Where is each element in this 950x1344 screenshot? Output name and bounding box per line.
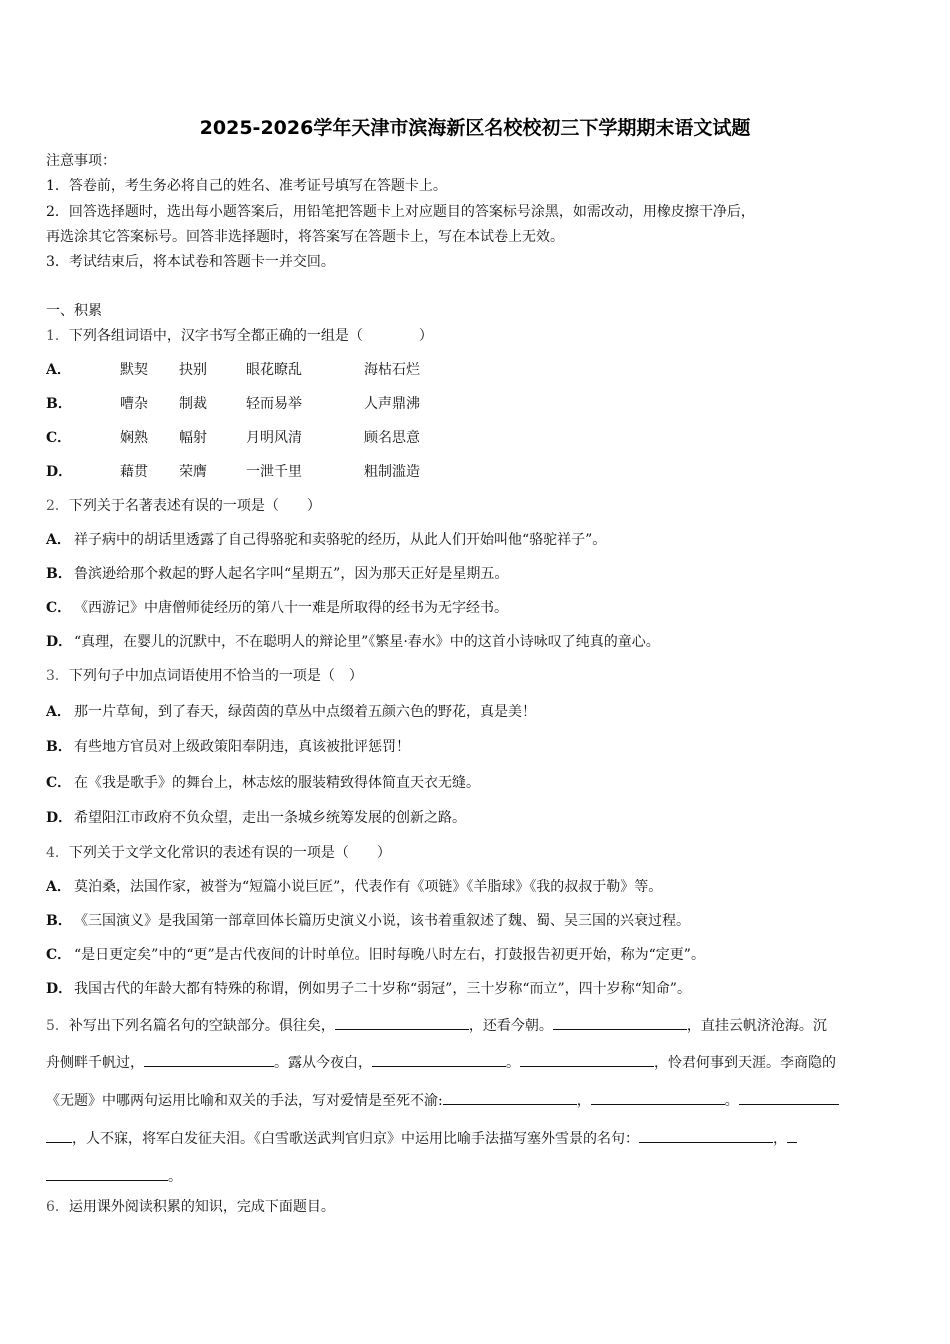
option-word: 娴熟 xyxy=(120,430,148,446)
option-label: B． xyxy=(46,566,72,582)
question-4 xyxy=(46,844,391,862)
question-number: 1． xyxy=(46,328,69,344)
q2-option-b xyxy=(46,565,508,583)
question-text: 舟侧畔千帆过， xyxy=(46,1055,144,1071)
question-number: 2． xyxy=(46,498,69,514)
option-word: 粗制滥造 xyxy=(364,464,420,480)
question-text: ， xyxy=(773,1131,787,1147)
option-label: D． xyxy=(46,634,73,650)
q2-option-c xyxy=(46,599,508,617)
q1-option-a xyxy=(46,361,906,379)
option-word: 幅射 xyxy=(179,430,207,446)
question-text: ，还看今朝。 xyxy=(468,1018,553,1034)
q2-option-a xyxy=(46,531,606,549)
page-title: 2025-2026学年天津市滨海新区名校校初三下学期期末语文试题 xyxy=(199,117,751,139)
notice-item: 2．回答选择题时，选出每小题答案后，用铅笔把答题卡上对应题目的答案标号涂黑，如需改动，用橡皮擦干净后， xyxy=(46,204,755,220)
answer-blank[interactable] xyxy=(553,1015,687,1030)
option-label: B． xyxy=(46,396,72,412)
option-text: 我国古代的年龄大都有特殊的称谓，例如男子二十岁称“弱冠”，三十岁称“而立”，四十岁称“知命”。 xyxy=(74,981,691,997)
q4-option-c xyxy=(46,946,705,964)
question-text: ，怜君何事到天涯。李商隐的 xyxy=(654,1055,836,1071)
notice-heading: 注意事项： xyxy=(46,153,116,169)
question-text: 。 xyxy=(506,1055,520,1071)
question-2 xyxy=(46,497,321,515)
option-word: 藉贯 xyxy=(120,464,148,480)
question-3 xyxy=(46,667,363,685)
q4-option-d xyxy=(46,980,691,998)
question-text: 。 xyxy=(724,1093,739,1109)
option-text: 鲁滨逊给那个救起的野人起名字叫“星期五”，因为那天正好是星期五。 xyxy=(74,566,509,582)
notice-item: 再选涂其它答案标号。回答非选择题时，将答案写在答题卡上，写在本试卷上无效。 xyxy=(46,229,564,245)
option-label: B． xyxy=(46,913,72,929)
q4-option-b xyxy=(46,912,690,930)
option-label: A． xyxy=(46,362,71,378)
answer-blank[interactable] xyxy=(46,1166,168,1181)
question-5-line-1 xyxy=(46,1015,827,1035)
question-number: 6． xyxy=(46,1199,69,1215)
q3-option-b xyxy=(46,738,410,756)
option-text: 那一片草甸，到了春天，绿茵茵的草丛中点缀着五颜六色的野花，真是美！ xyxy=(74,704,536,720)
question-text: 补写出下列名篇名句的空缺部分。俱往矣， xyxy=(68,1018,335,1034)
answer-blank[interactable] xyxy=(739,1090,839,1105)
option-text: 莫泊桑，法国作家，被誉为“短篇小说巨匠”，代表作有《项链》《羊脂球》《我的叔叔于勒》等。 xyxy=(74,879,663,895)
question-stem: 下列关于文学文化常识的表述有误的一项是（ ） xyxy=(68,845,391,861)
q1-option-b xyxy=(46,395,906,413)
notice-item: 3．考试结束后，将本试卷和答题卡一并交回。 xyxy=(46,254,335,270)
option-label: C． xyxy=(46,600,72,616)
option-word: 人声鼎沸 xyxy=(364,396,420,412)
option-text: 《三国演义》是我国第一部章回体长篇历史演义小说，该书着重叙述了魏、蜀、吴三国的兴衰过程。 xyxy=(74,913,690,929)
option-label: C． xyxy=(46,430,72,446)
question-text: 《无题》中哪两句运用比喻和双关的手法，写对爱情是至死不渝: xyxy=(46,1093,443,1109)
question-stem: 下列各组词语中，汉字书写全都正确的一组是（ ） xyxy=(68,328,433,344)
question-number: 3． xyxy=(46,668,69,684)
option-label: A． xyxy=(46,704,71,720)
option-label: A． xyxy=(46,532,71,548)
option-text: 希望阳江市政府不负众望，走出一条城乡统筹发展的创新之路。 xyxy=(74,810,466,826)
option-word: 海枯石烂 xyxy=(364,362,420,378)
option-word: 一泄千里 xyxy=(246,464,302,480)
option-label: A． xyxy=(46,879,71,895)
question-stem: 下列句子中加点词语使用不恰当的一项是（ ） xyxy=(68,668,363,684)
option-word: 荣膺 xyxy=(179,464,207,480)
answer-blank[interactable] xyxy=(787,1128,797,1143)
option-label: C． xyxy=(46,775,72,791)
q3-option-a xyxy=(46,703,536,721)
option-word: 抉别 xyxy=(179,362,207,378)
option-word: 月明风清 xyxy=(246,430,302,446)
question-6 xyxy=(46,1198,335,1216)
notice-item: 1．答卷前，考生务必将自己的姓名、准考证号填写在答题卡上。 xyxy=(46,178,447,194)
question-5-line-2 xyxy=(46,1052,836,1072)
answer-blank[interactable] xyxy=(520,1052,654,1067)
question-text: 。 xyxy=(168,1169,182,1185)
answer-blank[interactable] xyxy=(639,1128,773,1143)
option-text: 有些地方官员对上级政策阳奉阴违，真该被批评惩罚！ xyxy=(74,739,410,755)
question-stem: 下列关于名著表述有误的一项是（ ） xyxy=(68,498,321,514)
answer-blank[interactable] xyxy=(144,1052,274,1067)
answer-blank[interactable] xyxy=(443,1090,577,1105)
question-number: 4． xyxy=(46,845,69,861)
option-text: 《西游记》中唐僧师徒经历的第八十一难是所取得的经书为无字经书。 xyxy=(74,600,508,616)
question-5-line-4 xyxy=(46,1128,797,1148)
option-word: 制裁 xyxy=(179,396,207,412)
question-1 xyxy=(46,327,433,345)
q1-option-c xyxy=(46,429,906,447)
answer-blank[interactable] xyxy=(335,1015,469,1030)
question-5-line-3 xyxy=(46,1090,839,1110)
answer-blank[interactable] xyxy=(591,1090,725,1105)
section-heading: 一、积累 xyxy=(46,303,102,319)
q3-option-d xyxy=(46,809,466,827)
question-text: 。露从今夜白， xyxy=(274,1055,372,1071)
question-text: ， xyxy=(576,1093,591,1109)
q1-option-d xyxy=(46,463,906,481)
option-text: 在《我是歌手》的舞台上，林志炫的服装精致得体简直天衣无缝。 xyxy=(74,775,480,791)
question-text: ，直挂云帆济沧海。沉 xyxy=(686,1018,827,1034)
q4-option-a xyxy=(46,878,662,896)
option-label: D． xyxy=(46,981,73,997)
answer-blank[interactable] xyxy=(46,1128,72,1143)
option-word: 顾名思意 xyxy=(364,430,420,446)
question-stem: 运用课外阅读积累的知识，完成下面题目。 xyxy=(68,1199,335,1215)
option-text: “是日更定矣”中的“更”是古代夜间的计时单位。旧时每晚八时左右，打鼓报告初更开始，称为“定更”。 xyxy=(74,947,705,963)
option-label: D． xyxy=(46,810,73,826)
q2-option-d xyxy=(46,633,660,651)
option-text: “真理，在婴儿的沉默中，不在聪明人的辩论里”《繁星·春水》中的这首小诗咏叹了纯真的童心。 xyxy=(74,634,660,650)
option-word: 眼花瞭乱 xyxy=(246,362,302,378)
question-text: ，人不寐，将军白发征夫泪。《白雪歌送武判官归京》中运用比喻手法描写塞外雪景的名句： xyxy=(72,1131,639,1147)
answer-blank[interactable] xyxy=(372,1052,506,1067)
option-word: 默契 xyxy=(120,362,148,378)
option-text: 祥子病中的胡话里透露了自己得骆驼和卖骆驼的经历，从此人们开始叫他“骆驼祥子”。 xyxy=(74,532,607,548)
option-word: 轻而易举 xyxy=(246,396,302,412)
option-label: B． xyxy=(46,739,72,755)
option-word: 嘈杂 xyxy=(120,396,148,412)
option-label: D． xyxy=(46,464,73,480)
question-5-line-5 xyxy=(46,1166,182,1186)
q3-option-c xyxy=(46,774,480,792)
question-number: 5． xyxy=(46,1018,69,1034)
option-label: C． xyxy=(46,947,72,963)
